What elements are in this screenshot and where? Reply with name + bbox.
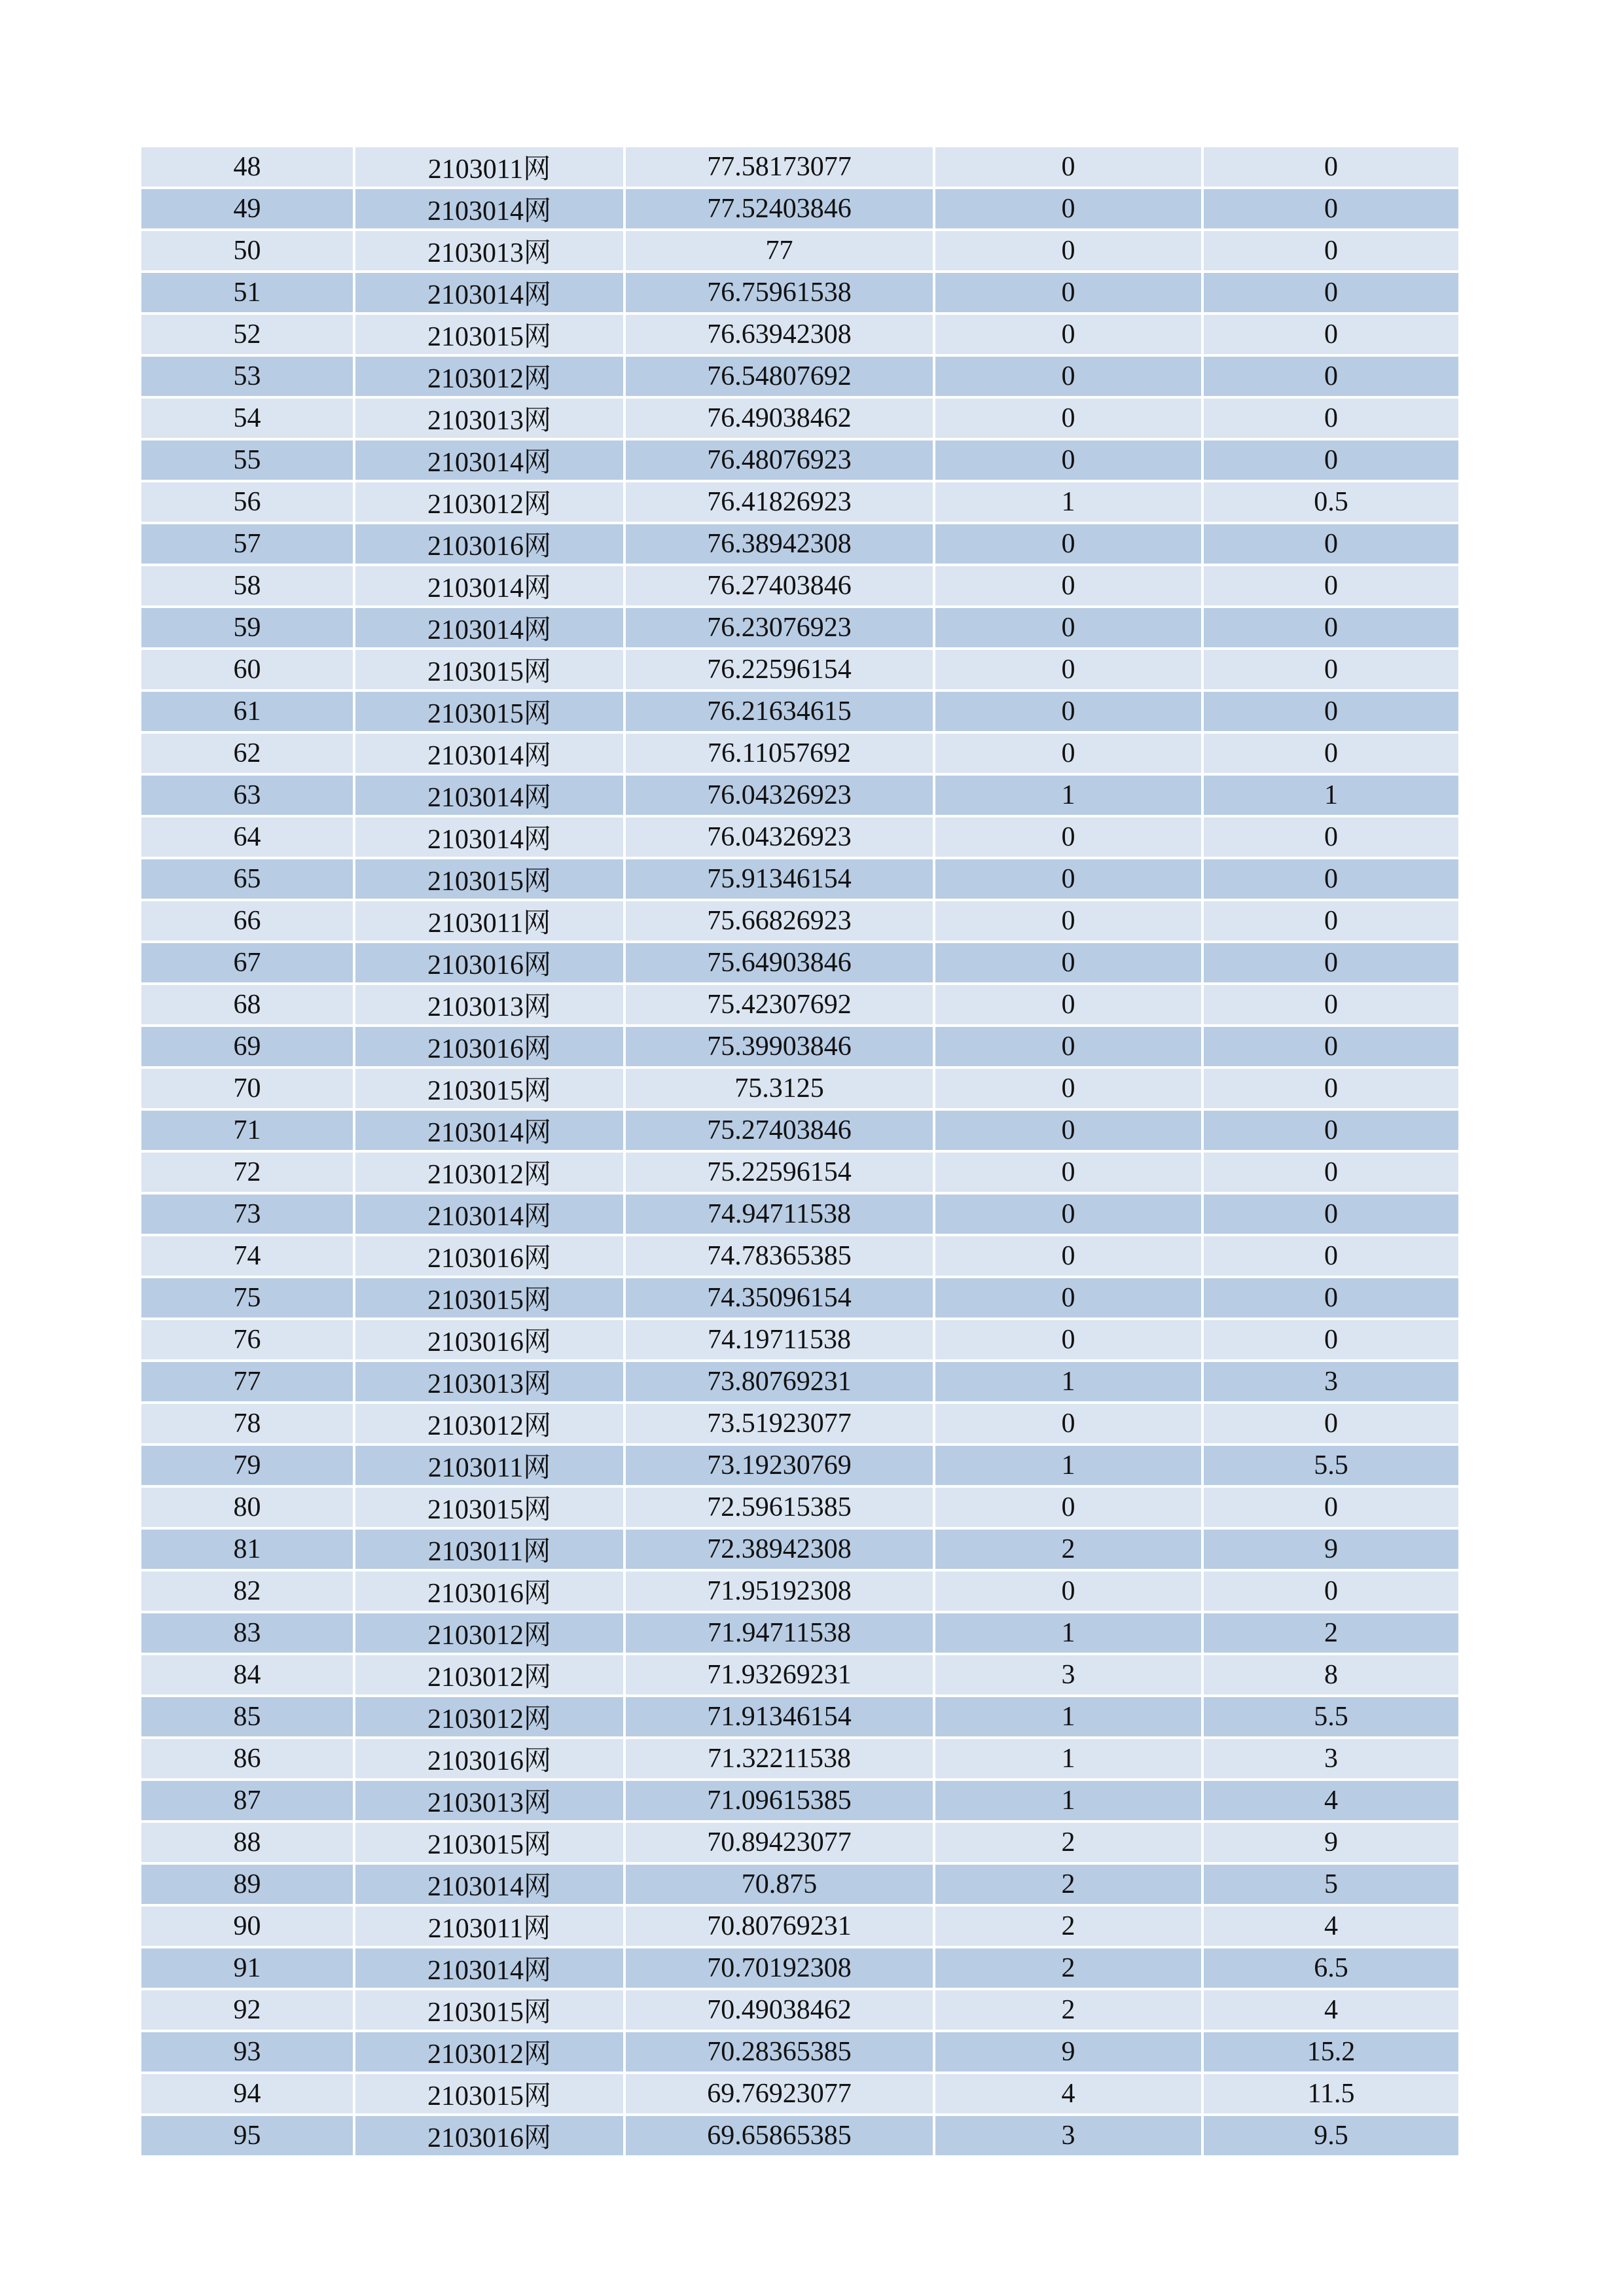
class-cell: 2103015网 (355, 650, 626, 692)
score-cell: 75.22596154 (626, 1153, 935, 1194)
rank-cell: 50 (141, 231, 355, 273)
points-cell: 6.5 (1204, 1948, 1458, 1990)
rank-cell: 53 (141, 357, 355, 399)
rank-cell: 74 (141, 1236, 355, 1278)
count-cell: 0 (935, 608, 1204, 650)
table-row (141, 2116, 1458, 2158)
rank-cell: 78 (141, 1404, 355, 1446)
score-cell: 76.41826923 (626, 482, 935, 524)
table-row (141, 1069, 1458, 1111)
points-cell: 0 (1204, 608, 1458, 650)
rank-cell: 84 (141, 1655, 355, 1697)
count-cell: 1 (935, 776, 1204, 817)
class-cell: 2103016网 (355, 1027, 626, 1069)
table-row (141, 1236, 1458, 1278)
table-row (141, 1613, 1458, 1655)
table-row (141, 1362, 1458, 1404)
table-row (141, 1865, 1458, 1907)
table-row (141, 1571, 1458, 1613)
table-row (141, 566, 1458, 608)
score-cell: 74.94711538 (626, 1194, 935, 1236)
table-row (141, 901, 1458, 943)
rank-cell: 71 (141, 1111, 355, 1153)
rank-cell: 86 (141, 1739, 355, 1781)
table-row (141, 1823, 1458, 1865)
score-cell: 73.51923077 (626, 1404, 935, 1446)
count-cell: 0 (935, 1404, 1204, 1446)
score-cell: 71.91346154 (626, 1697, 935, 1739)
rank-cell: 77 (141, 1362, 355, 1404)
score-cell: 76.04326923 (626, 776, 935, 817)
count-cell: 3 (935, 2116, 1204, 2158)
rank-cell: 65 (141, 859, 355, 901)
points-cell: 0 (1204, 901, 1458, 943)
count-cell: 0 (935, 859, 1204, 901)
rank-cell: 67 (141, 943, 355, 985)
count-cell: 0 (935, 901, 1204, 943)
points-cell: 0 (1204, 1236, 1458, 1278)
score-cell: 75.91346154 (626, 859, 935, 901)
score-cell: 76.22596154 (626, 650, 935, 692)
rank-cell: 73 (141, 1194, 355, 1236)
table-row (141, 1320, 1458, 1362)
class-cell: 2103014网 (355, 566, 626, 608)
score-cell: 73.80769231 (626, 1362, 935, 1404)
points-cell: 0 (1204, 1153, 1458, 1194)
table-row (141, 1278, 1458, 1320)
score-cell: 71.09615385 (626, 1781, 935, 1823)
class-cell: 2103014网 (355, 734, 626, 776)
class-cell: 2103015网 (355, 1488, 626, 1530)
rank-cell: 68 (141, 985, 355, 1027)
table-row (141, 1404, 1458, 1446)
class-cell: 2103016网 (355, 1236, 626, 1278)
table-row (141, 273, 1458, 315)
points-cell: 2 (1204, 1613, 1458, 1655)
points-cell: 0 (1204, 566, 1458, 608)
score-cell: 70.70192308 (626, 1948, 935, 1990)
points-cell: 0 (1204, 147, 1458, 189)
count-cell: 0 (935, 1027, 1204, 1069)
points-cell: 5 (1204, 1865, 1458, 1907)
class-cell: 2103014网 (355, 440, 626, 482)
points-cell: 0 (1204, 315, 1458, 357)
class-cell: 2103013网 (355, 231, 626, 273)
count-cell: 0 (935, 1153, 1204, 1194)
rank-cell: 93 (141, 2032, 355, 2074)
table-row (141, 734, 1458, 776)
rank-cell: 62 (141, 734, 355, 776)
score-cell: 70.875 (626, 1865, 935, 1907)
count-cell: 0 (935, 273, 1204, 315)
class-cell: 2103014网 (355, 776, 626, 817)
count-cell: 0 (935, 231, 1204, 273)
count-cell: 0 (935, 524, 1204, 566)
table-row (141, 1990, 1458, 2032)
class-cell: 2103011网 (355, 1446, 626, 1488)
class-cell: 2103012网 (355, 1655, 626, 1697)
class-cell: 2103013网 (355, 399, 626, 440)
table-row (141, 440, 1458, 482)
table-row (141, 1194, 1458, 1236)
score-cell: 69.76923077 (626, 2074, 935, 2116)
points-cell: 0 (1204, 692, 1458, 734)
count-cell: 0 (935, 315, 1204, 357)
count-cell: 0 (935, 1278, 1204, 1320)
count-cell: 2 (935, 1865, 1204, 1907)
count-cell: 1 (935, 1781, 1204, 1823)
score-cell: 75.42307692 (626, 985, 935, 1027)
table-row (141, 1781, 1458, 1823)
count-cell: 1 (935, 1446, 1204, 1488)
points-cell: 0 (1204, 1194, 1458, 1236)
class-cell: 2103013网 (355, 985, 626, 1027)
class-cell: 2103014网 (355, 1194, 626, 1236)
rank-cell: 76 (141, 1320, 355, 1362)
table-row (141, 1697, 1458, 1739)
count-cell: 2 (935, 1530, 1204, 1571)
class-cell: 2103012网 (355, 1613, 626, 1655)
count-cell: 0 (935, 566, 1204, 608)
rank-cell: 51 (141, 273, 355, 315)
class-cell: 2103012网 (355, 2032, 626, 2074)
table-row (141, 943, 1458, 985)
count-cell: 1 (935, 1739, 1204, 1781)
rank-cell: 61 (141, 692, 355, 734)
rank-cell: 58 (141, 566, 355, 608)
rank-cell: 95 (141, 2116, 355, 2158)
table-row (141, 817, 1458, 859)
score-cell: 75.39903846 (626, 1027, 935, 1069)
points-cell: 0 (1204, 524, 1458, 566)
table-row (141, 692, 1458, 734)
rank-cell: 85 (141, 1697, 355, 1739)
table-row (141, 1948, 1458, 1990)
class-cell: 2103011网 (355, 1907, 626, 1948)
count-cell: 0 (935, 692, 1204, 734)
score-cell: 75.27403846 (626, 1111, 935, 1153)
points-cell: 0 (1204, 440, 1458, 482)
points-cell: 1 (1204, 776, 1458, 817)
points-cell: 0 (1204, 943, 1458, 985)
table-row (141, 859, 1458, 901)
rank-cell: 91 (141, 1948, 355, 1990)
rank-cell: 57 (141, 524, 355, 566)
rank-cell: 81 (141, 1530, 355, 1571)
score-cell: 73.19230769 (626, 1446, 935, 1488)
class-cell: 2103014网 (355, 273, 626, 315)
count-cell: 1 (935, 1362, 1204, 1404)
table-row (141, 399, 1458, 440)
rank-cell: 82 (141, 1571, 355, 1613)
score-cell: 76.75961538 (626, 273, 935, 315)
points-cell: 0 (1204, 357, 1458, 399)
class-cell: 2103011网 (355, 901, 626, 943)
class-cell: 2103016网 (355, 943, 626, 985)
class-cell: 2103015网 (355, 1069, 626, 1111)
rank-cell: 48 (141, 147, 355, 189)
points-cell: 0 (1204, 650, 1458, 692)
points-cell: 8 (1204, 1655, 1458, 1697)
points-cell: 5.5 (1204, 1446, 1458, 1488)
count-cell: 0 (935, 440, 1204, 482)
table-row (141, 1111, 1458, 1153)
count-cell: 0 (935, 943, 1204, 985)
class-cell: 2103012网 (355, 357, 626, 399)
score-cell: 76.54807692 (626, 357, 935, 399)
rank-cell: 70 (141, 1069, 355, 1111)
rank-cell: 92 (141, 1990, 355, 2032)
points-cell: 0 (1204, 1027, 1458, 1069)
class-cell: 2103014网 (355, 1948, 626, 1990)
table-row (141, 2074, 1458, 2116)
points-cell: 0 (1204, 1571, 1458, 1613)
points-cell: 0 (1204, 1404, 1458, 1446)
class-cell: 2103012网 (355, 1697, 626, 1739)
class-cell: 2103013网 (355, 1781, 626, 1823)
count-cell: 0 (935, 357, 1204, 399)
points-cell: 0 (1204, 734, 1458, 776)
class-cell: 2103012网 (355, 482, 626, 524)
class-cell: 2103014网 (355, 608, 626, 650)
points-cell: 9 (1204, 1823, 1458, 1865)
score-cell: 76.27403846 (626, 566, 935, 608)
table-row (141, 776, 1458, 817)
class-cell: 2103016网 (355, 1571, 626, 1613)
points-cell: 3 (1204, 1362, 1458, 1404)
class-cell: 2103014网 (355, 189, 626, 231)
count-cell: 0 (935, 817, 1204, 859)
class-cell: 2103016网 (355, 2116, 626, 2158)
score-cell: 76.11057692 (626, 734, 935, 776)
points-cell: 0 (1204, 399, 1458, 440)
score-cell: 75.64903846 (626, 943, 935, 985)
class-cell: 2103016网 (355, 1739, 626, 1781)
score-cell: 77.52403846 (626, 189, 935, 231)
points-cell: 0 (1204, 189, 1458, 231)
class-cell: 2103015网 (355, 859, 626, 901)
table-row (141, 357, 1458, 399)
rank-cell: 60 (141, 650, 355, 692)
points-cell: 9 (1204, 1530, 1458, 1571)
points-cell: 5.5 (1204, 1697, 1458, 1739)
points-cell: 0 (1204, 273, 1458, 315)
class-cell: 2103015网 (355, 315, 626, 357)
score-cell: 76.04326923 (626, 817, 935, 859)
table-row (141, 1739, 1458, 1781)
table-row (141, 1530, 1458, 1571)
class-cell: 2103016网 (355, 1320, 626, 1362)
class-cell: 2103012网 (355, 1404, 626, 1446)
score-cell: 76.48076923 (626, 440, 935, 482)
score-cell: 70.80769231 (626, 1907, 935, 1948)
class-cell: 2103015网 (355, 1823, 626, 1865)
points-cell: 0 (1204, 1488, 1458, 1530)
points-cell: 4 (1204, 1990, 1458, 2032)
score-cell: 72.59615385 (626, 1488, 935, 1530)
score-cell: 75.3125 (626, 1069, 935, 1111)
class-cell: 2103016网 (355, 524, 626, 566)
count-cell: 0 (935, 650, 1204, 692)
points-cell: 4 (1204, 1907, 1458, 1948)
count-cell: 9 (935, 2032, 1204, 2074)
table-row (141, 608, 1458, 650)
class-cell: 2103011网 (355, 1530, 626, 1571)
class-cell: 2103013网 (355, 1362, 626, 1404)
score-cell: 71.93269231 (626, 1655, 935, 1697)
rank-cell: 94 (141, 2074, 355, 2116)
class-cell: 2103015网 (355, 1278, 626, 1320)
score-cell: 74.78365385 (626, 1236, 935, 1278)
score-cell: 76.23076923 (626, 608, 935, 650)
points-cell: 4 (1204, 1781, 1458, 1823)
points-cell: 0 (1204, 817, 1458, 859)
rank-cell: 79 (141, 1446, 355, 1488)
score-cell: 71.95192308 (626, 1571, 935, 1613)
points-cell: 0 (1204, 1278, 1458, 1320)
score-cell: 74.35096154 (626, 1278, 935, 1320)
table-row (141, 1446, 1458, 1488)
table-row (141, 482, 1458, 524)
table-row (141, 315, 1458, 357)
score-cell: 77.58173077 (626, 147, 935, 189)
table-row (141, 147, 1458, 189)
count-cell: 0 (935, 1111, 1204, 1153)
score-cell: 77 (626, 231, 935, 273)
count-cell: 0 (935, 399, 1204, 440)
points-cell: 11.5 (1204, 2074, 1458, 2116)
score-cell: 69.65865385 (626, 2116, 935, 2158)
count-cell: 0 (935, 1069, 1204, 1111)
class-cell: 2103014网 (355, 1111, 626, 1153)
rank-cell: 75 (141, 1278, 355, 1320)
table-row (141, 1655, 1458, 1697)
score-cell: 72.38942308 (626, 1530, 935, 1571)
score-cell: 74.19711538 (626, 1320, 935, 1362)
count-cell: 0 (935, 1236, 1204, 1278)
rank-cell: 90 (141, 1907, 355, 1948)
rank-cell: 88 (141, 1823, 355, 1865)
table-row (141, 2032, 1458, 2074)
table-row (141, 985, 1458, 1027)
rank-cell: 54 (141, 399, 355, 440)
count-cell: 0 (935, 1320, 1204, 1362)
points-cell: 9.5 (1204, 2116, 1458, 2158)
class-cell: 2103015网 (355, 1990, 626, 2032)
table-row (141, 1488, 1458, 1530)
table-row (141, 650, 1458, 692)
count-cell: 2 (935, 1907, 1204, 1948)
class-cell: 2103012网 (355, 1153, 626, 1194)
count-cell: 2 (935, 1948, 1204, 1990)
score-cell: 70.89423077 (626, 1823, 935, 1865)
class-cell: 2103011网 (355, 147, 626, 189)
rank-cell: 59 (141, 608, 355, 650)
count-cell: 2 (935, 1990, 1204, 2032)
rank-cell: 56 (141, 482, 355, 524)
points-cell: 0 (1204, 985, 1458, 1027)
score-cell: 75.66826923 (626, 901, 935, 943)
score-cell: 76.49038462 (626, 399, 935, 440)
score-cell: 71.32211538 (626, 1739, 935, 1781)
class-cell: 2103014网 (355, 1865, 626, 1907)
rank-cell: 64 (141, 817, 355, 859)
table-row (141, 189, 1458, 231)
score-cell: 76.21634615 (626, 692, 935, 734)
count-cell: 1 (935, 1697, 1204, 1739)
rank-cell: 89 (141, 1865, 355, 1907)
points-cell: 15.2 (1204, 2032, 1458, 2074)
points-cell: 0.5 (1204, 482, 1458, 524)
count-cell: 1 (935, 1613, 1204, 1655)
count-cell: 2 (935, 1823, 1204, 1865)
count-cell: 0 (935, 1488, 1204, 1530)
table-row (141, 1153, 1458, 1194)
table-body (141, 147, 1458, 2158)
count-cell: 0 (935, 734, 1204, 776)
table-row (141, 524, 1458, 566)
count-cell: 0 (935, 147, 1204, 189)
score-cell: 70.28365385 (626, 2032, 935, 2074)
data-table (141, 147, 1458, 2158)
count-cell: 1 (935, 482, 1204, 524)
rank-cell: 66 (141, 901, 355, 943)
class-cell: 2103015网 (355, 2074, 626, 2116)
points-cell: 0 (1204, 1069, 1458, 1111)
rank-cell: 63 (141, 776, 355, 817)
count-cell: 0 (935, 1194, 1204, 1236)
table-row (141, 231, 1458, 273)
score-cell: 76.63942308 (626, 315, 935, 357)
count-cell: 3 (935, 1655, 1204, 1697)
rank-cell: 80 (141, 1488, 355, 1530)
table-row (141, 1907, 1458, 1948)
points-cell: 0 (1204, 859, 1458, 901)
points-cell: 0 (1204, 1320, 1458, 1362)
class-cell: 2103015网 (355, 692, 626, 734)
table-row (141, 1027, 1458, 1069)
score-cell: 71.94711538 (626, 1613, 935, 1655)
rank-cell: 72 (141, 1153, 355, 1194)
score-cell: 76.38942308 (626, 524, 935, 566)
points-cell: 3 (1204, 1739, 1458, 1781)
score-cell: 70.49038462 (626, 1990, 935, 2032)
rank-cell: 55 (141, 440, 355, 482)
count-cell: 0 (935, 985, 1204, 1027)
count-cell: 0 (935, 189, 1204, 231)
class-cell: 2103014网 (355, 817, 626, 859)
rank-cell: 69 (141, 1027, 355, 1069)
rank-cell: 87 (141, 1781, 355, 1823)
points-cell: 0 (1204, 231, 1458, 273)
rank-cell: 49 (141, 189, 355, 231)
rank-cell: 83 (141, 1613, 355, 1655)
rank-cell: 52 (141, 315, 355, 357)
count-cell: 0 (935, 1571, 1204, 1613)
count-cell: 4 (935, 2074, 1204, 2116)
points-cell: 0 (1204, 1111, 1458, 1153)
